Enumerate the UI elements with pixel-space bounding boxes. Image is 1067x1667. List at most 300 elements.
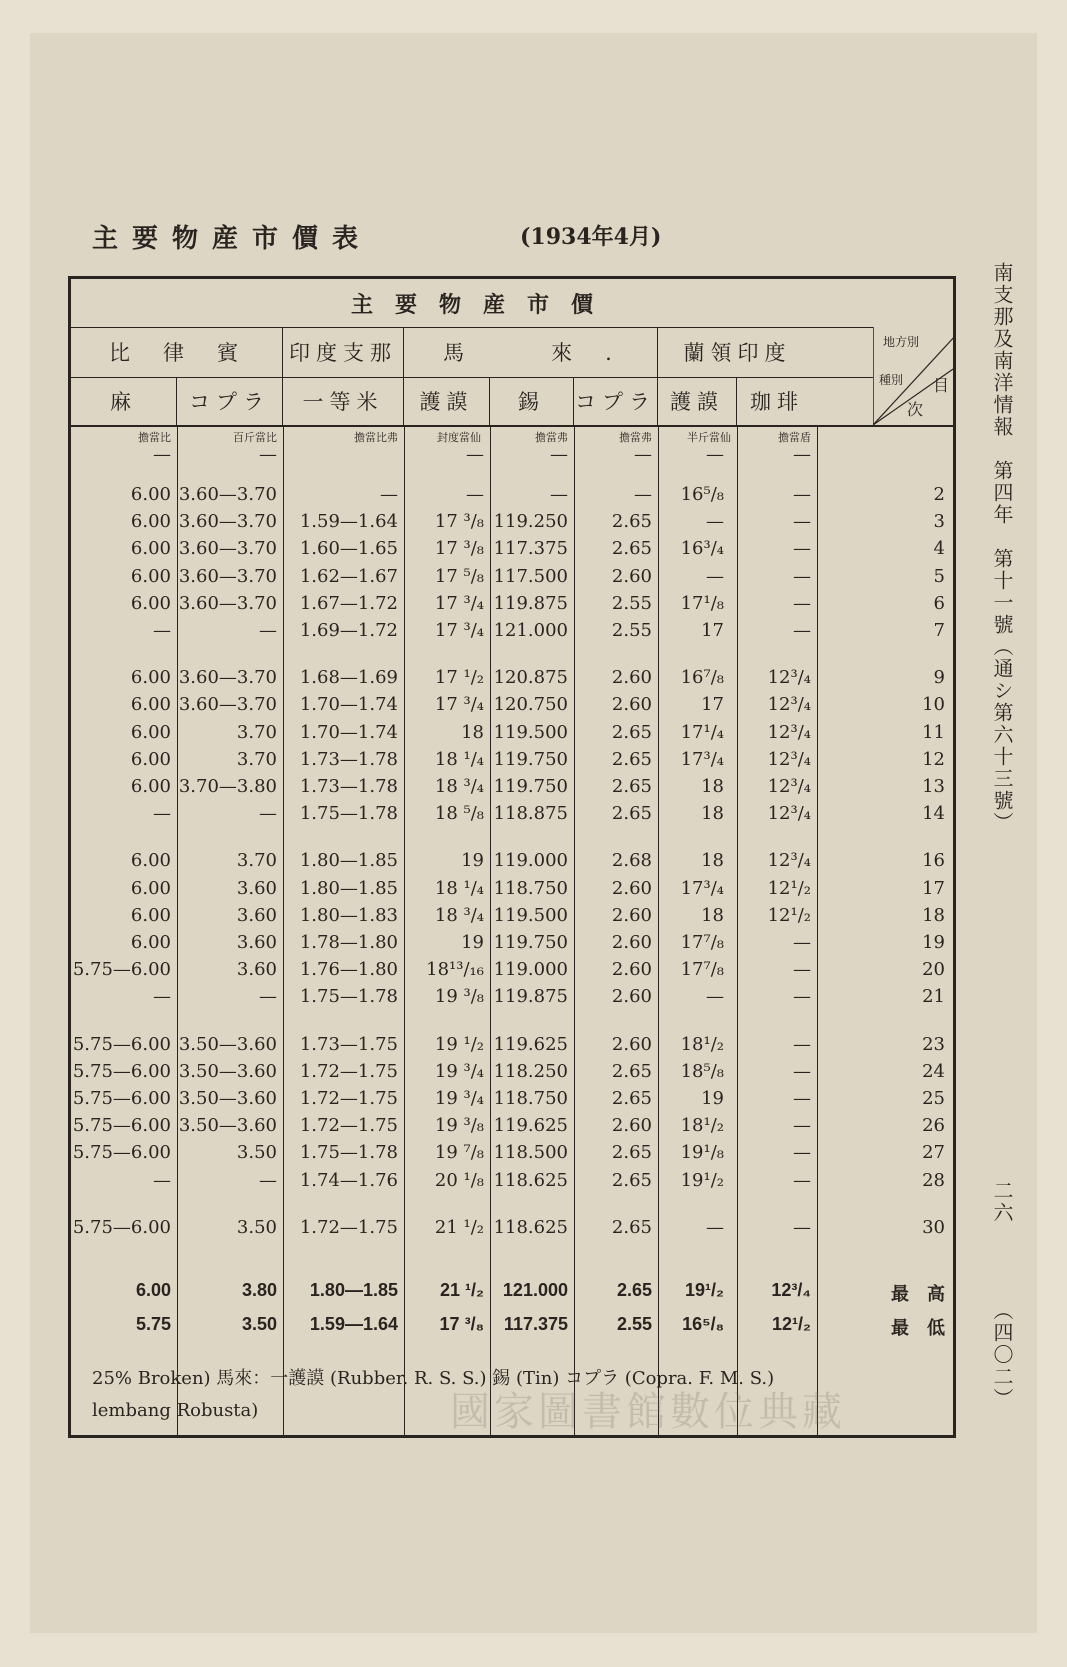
day-number: 27: [922, 1142, 945, 1164]
table-cell: 1.75—1.78: [299, 986, 398, 1008]
table-cell: 17 ¹/₂: [434, 667, 484, 689]
table-row: [71, 1061, 956, 1088]
day-number: 21: [922, 986, 945, 1008]
table-cell: 2.65: [611, 748, 652, 770]
table-cell: 19¹/₂: [684, 1280, 724, 1300]
table-cell: 2.60: [611, 1115, 652, 1137]
region-philippines: 比 律 賓: [71, 327, 283, 377]
table-cell: 119.750: [493, 932, 568, 953]
table-cell: 6.00: [130, 667, 171, 689]
table-cell: 117.375: [493, 538, 568, 560]
table-row: [71, 905, 956, 932]
day-number: 12: [922, 748, 945, 770]
table-cell: 12³/₄: [767, 721, 811, 743]
table-cell: 1.78—1.80: [299, 932, 398, 953]
table-cell: 16⁵/₈: [682, 1314, 724, 1334]
table-cell: 3.60—3.70: [178, 667, 277, 689]
table-cell: 21 ¹/₂: [439, 1280, 484, 1300]
day-number: 18: [922, 904, 945, 926]
table-row: [71, 722, 956, 749]
table-cell: 3.60: [236, 959, 277, 981]
table-row: [71, 803, 956, 830]
table-cell: 1.72—1.75: [299, 1115, 398, 1137]
table-cell: 119.250: [493, 511, 568, 533]
table-cell: 6.00: [130, 904, 171, 926]
table-cell: —: [793, 444, 811, 465]
table-row: [71, 620, 956, 647]
table-cell: 2.65: [616, 1280, 652, 1300]
table-cell: 2.65: [611, 511, 652, 533]
table-cell: 118.625: [493, 1216, 568, 1238]
table-cell: 20 ¹/₈: [434, 1169, 484, 1191]
table-cell: —: [793, 565, 811, 587]
table-cell: 17 ³/₄: [434, 592, 484, 614]
table-cell: 118.250: [493, 1060, 568, 1082]
page-date: (1934年4月): [520, 224, 662, 250]
table-cell: 3.50: [236, 1142, 277, 1164]
table-cell: —: [706, 565, 724, 587]
table-cell: 19: [701, 1088, 724, 1109]
table-cell: 19 ¹/₂: [434, 1033, 484, 1055]
table-cell: 119.500: [493, 904, 568, 926]
table-cell: 1.72—1.75: [299, 1088, 398, 1109]
unit-label: 封度當仙: [437, 431, 481, 444]
table-cell: 119.000: [493, 850, 568, 872]
region-header-row: [71, 327, 873, 378]
item-rice: 一等米: [283, 377, 404, 425]
day-number: 26: [922, 1115, 945, 1137]
table-row: [71, 1115, 956, 1142]
table-cell: 1.70—1.74: [299, 721, 398, 743]
table-cell: 3.60—3.70: [178, 565, 277, 587]
table-cell: —: [259, 803, 277, 825]
day-number: 2: [933, 484, 945, 505]
table-cell: 118.750: [493, 1088, 568, 1109]
table-title: 主 要 物 産 市 價: [71, 279, 873, 328]
table-cell: —: [706, 986, 724, 1008]
table-cell: 17 ³/₄: [434, 620, 484, 641]
item-header-row: [71, 377, 873, 427]
library-watermark: 國家圖書館數位典藏: [450, 1389, 846, 1435]
table-cell: 17³/₄: [680, 877, 724, 899]
table-cell: 3.70: [236, 748, 277, 770]
table-cell: 17³/₄: [680, 748, 724, 770]
table-cell: 1.80—1.85: [309, 1280, 398, 1300]
table-row: [71, 593, 956, 620]
table-cell: 2.60: [611, 1033, 652, 1055]
table-cell: 6.00: [135, 1280, 171, 1300]
table-cell: —: [793, 538, 811, 560]
table-cell: 3.50—3.60: [178, 1088, 277, 1109]
table-cell: 12¹/₂: [767, 904, 811, 926]
table-cell: 12³/₄: [771, 1280, 811, 1300]
table-cell: —: [634, 484, 652, 505]
table-cell: 18 ¹/₄: [434, 748, 484, 770]
table-cell: 1.80—1.83: [299, 904, 398, 926]
table-cell: 21 ¹/₂: [434, 1216, 484, 1238]
table-cell: —: [793, 511, 811, 533]
table-cell: —: [153, 803, 171, 825]
table-cell: 3.60: [236, 932, 277, 953]
table-row: [71, 484, 956, 511]
table-cell: —: [793, 1142, 811, 1164]
unit-label: 百斤當比: [233, 431, 277, 444]
table-cell: 1.80—1.85: [299, 877, 398, 899]
table-cell: 6.00: [130, 592, 171, 614]
table-row: [71, 1034, 956, 1061]
table-cell: 12¹/₂: [771, 1314, 811, 1334]
table-cell: 19 ³/₈: [434, 986, 484, 1008]
item-tin: 錫: [490, 377, 574, 425]
table-cell: —: [793, 620, 811, 641]
table-cell: 2.65: [611, 1169, 652, 1191]
table-cell: 118.750: [493, 877, 568, 899]
table-cell: 119.000: [493, 959, 568, 981]
day-number: 10: [922, 694, 945, 716]
table-cell: 18: [701, 850, 724, 872]
table-cell: 17 ³/₈: [439, 1314, 484, 1334]
table-cell: —: [153, 444, 171, 465]
table-cell: 6.00: [130, 484, 171, 505]
table-cell: 18¹/₂: [680, 1033, 724, 1055]
table-cell: —: [259, 1169, 277, 1191]
table-cell: 2.65: [611, 803, 652, 825]
table-cell: 119.750: [493, 748, 568, 770]
footnote-line-1: 25% Broken) 馬來：一護謨 (Rubber. R. S. S.) 錫 (Tin) コプラ (Copra. F. M. S.): [92, 1368, 775, 1389]
table-row: [71, 566, 956, 593]
table-cell: 1.70—1.74: [299, 694, 398, 716]
table-cell: 6.00: [130, 721, 171, 743]
day-number: 13: [922, 776, 945, 797]
table-cell: —: [793, 959, 811, 981]
table-cell: 2.60: [611, 932, 652, 953]
page-number-overall: （四〇二）: [990, 1300, 1014, 1410]
summary-label: 最 高: [891, 1284, 945, 1304]
summary-row: [71, 1314, 956, 1341]
table-cell: 18 ³/₄: [434, 776, 484, 797]
table-cell: 6.00: [130, 538, 171, 560]
corner-region-label: 地方別: [883, 335, 920, 349]
table-cell: 12¹/₂: [767, 877, 811, 899]
table-cell: 1.75—1.78: [299, 1142, 398, 1164]
item-coffee: 珈琲: [750, 390, 804, 414]
table-cell: 5.75—6.00: [72, 1060, 171, 1082]
table-cell: —: [380, 484, 398, 505]
table-row: [71, 986, 956, 1013]
table-cell: 119.625: [493, 1033, 568, 1055]
table-cell: 119.875: [493, 986, 568, 1008]
table-cell: 6.00: [130, 877, 171, 899]
table-cell: 5.75—6.00: [72, 1088, 171, 1109]
table-cell: 12³/₄: [767, 850, 811, 872]
table-row: [71, 959, 956, 986]
table-cell: 1.60—1.65: [299, 538, 398, 560]
table-cell: 1.73—1.75: [299, 1033, 398, 1055]
table-cell: 18¹³/₁₆: [426, 959, 484, 981]
unit-label: 擔當比: [138, 431, 171, 444]
table-cell: 17 ³/₈: [434, 511, 484, 533]
table-cell: 2.65: [611, 1142, 652, 1164]
table-cell: 17 ⁵/₈: [434, 565, 484, 587]
day-number: 19: [922, 932, 945, 953]
table-row: [71, 694, 956, 721]
table-cell: 1.76—1.80: [299, 959, 398, 981]
table-cell: 3.70: [236, 850, 277, 872]
table-cell: 16³/₄: [680, 538, 724, 560]
table-cell: —: [793, 932, 811, 953]
price-table: [68, 276, 956, 1438]
table-cell: 2.65: [611, 1088, 652, 1109]
table-cell: 2.60: [611, 904, 652, 926]
table-row: [71, 878, 956, 905]
table-cell: 117.500: [493, 565, 568, 587]
table-cell: 18: [701, 904, 724, 926]
corner-kind-label: 種別: [879, 373, 904, 387]
table-cell: 2.60: [611, 694, 652, 716]
table-cell: —: [793, 1088, 811, 1109]
table-cell: 3.60—3.70: [178, 484, 277, 505]
table-cell: 1.68—1.69: [299, 667, 398, 689]
table-cell: 2.55: [611, 592, 652, 614]
item-hemp: 麻: [71, 377, 177, 425]
table-row: [71, 776, 956, 803]
table-cell: 18¹/₂: [680, 1115, 724, 1137]
table-cell: 118.500: [493, 1142, 568, 1164]
table-cell: 2.65: [611, 776, 652, 797]
table-cell: —: [793, 484, 811, 505]
table-cell: 117.375: [503, 1314, 568, 1334]
table-cell: —: [550, 444, 568, 465]
table-cell: 3.70—3.80: [178, 776, 277, 797]
table-cell: 19 ³/₄: [434, 1060, 484, 1082]
table-cell: 120.750: [493, 694, 568, 716]
table-cell: 17: [701, 620, 724, 641]
table-cell: 16⁷/₈: [680, 667, 724, 689]
unit-label: 擔當弗: [535, 431, 568, 444]
table-cell: 6.00: [130, 511, 171, 533]
day-number: 25: [922, 1088, 945, 1109]
table-cell: 5.75—6.00: [72, 959, 171, 981]
table-cell: 1.69—1.72: [299, 620, 398, 641]
table-cell: 3.80: [241, 1280, 277, 1300]
table-cell: —: [153, 1169, 171, 1191]
table-cell: 1.80—1.85: [299, 850, 398, 872]
table-cell: 1.74—1.76: [299, 1169, 398, 1191]
table-cell: 6.00: [130, 748, 171, 770]
table-row: [71, 749, 956, 776]
summary-label: 最 低: [891, 1318, 945, 1338]
table-cell: —: [466, 444, 484, 465]
table-cell: 1.73—1.78: [299, 748, 398, 770]
day-number: 20: [922, 959, 945, 981]
table-cell: 5.75—6.00: [72, 1115, 171, 1137]
table-cell: 2.60: [611, 877, 652, 899]
header-corner: [873, 327, 956, 427]
table-cell: 3.50—3.60: [178, 1115, 277, 1137]
day-number: 4: [933, 538, 945, 560]
table-cell: 18: [701, 803, 724, 825]
table-cell: 1.72—1.75: [299, 1060, 398, 1082]
table-cell: 6.00: [130, 694, 171, 716]
table-cell: —: [153, 620, 171, 641]
table-cell: 18⁵/₈: [680, 1060, 724, 1082]
table-cell: 1.75—1.78: [299, 803, 398, 825]
table-cell: 19 ³/₄: [434, 1088, 484, 1109]
day-number: 7: [933, 620, 945, 641]
table-cell: 1.59—1.64: [309, 1314, 398, 1334]
table-cell: 17¹/₈: [680, 592, 724, 614]
table-cell: —: [706, 444, 724, 465]
summary-row: [71, 1280, 956, 1307]
table-cell: 2.55: [616, 1314, 652, 1334]
table-cell: 12³/₄: [767, 776, 811, 797]
unit-label: 擔當弗: [619, 431, 652, 444]
region-dutch-indies: 蘭領印度: [683, 341, 792, 365]
page-number: 二六: [990, 1180, 1014, 1224]
region-malaya: 馬 來 .: [404, 327, 658, 377]
table-cell: 6.00: [130, 932, 171, 953]
table-cell: —: [259, 444, 277, 465]
day-number: 11: [922, 721, 945, 743]
table-cell: —: [153, 986, 171, 1008]
table-cell: 2.65: [611, 538, 652, 560]
page-title: 主要物産市價表: [92, 224, 373, 254]
item-copra-ph: コプラ: [177, 377, 283, 425]
table-cell: 1.73—1.78: [299, 776, 398, 797]
table-cell: 3.60—3.70: [178, 511, 277, 533]
table-cell: 121.000: [493, 620, 568, 641]
table-cell: 16⁵/₈: [680, 484, 724, 505]
table-cell: 18: [701, 776, 724, 797]
table-cell: 17⁷/₈: [680, 932, 724, 953]
table-cell: 17: [701, 694, 724, 716]
region-indochina: 印度支那: [283, 327, 404, 377]
table-cell: 3.60—3.70: [178, 694, 277, 716]
table-cell: 3.50—3.60: [178, 1033, 277, 1055]
day-number: 24: [922, 1060, 945, 1082]
corner-day-label: 次: [907, 400, 924, 419]
table-cell: 6.00: [130, 850, 171, 872]
item-rubber-ne: 護謨: [658, 377, 737, 425]
table-cell: 19: [461, 850, 484, 872]
table-cell: 12³/₄: [767, 803, 811, 825]
table-cell: 2.60: [611, 959, 652, 981]
table-row: [71, 850, 956, 877]
table-cell: —: [706, 511, 724, 533]
table-cell: 119.750: [493, 776, 568, 797]
table-cell: 12³/₄: [767, 748, 811, 770]
table-cell: 119.500: [493, 721, 568, 743]
item-copra-ma: コプラ: [574, 377, 658, 425]
table-row: [71, 511, 956, 538]
day-number: 6: [933, 592, 945, 614]
table-cell: 1.72—1.75: [299, 1216, 398, 1238]
table-cell: 3.50—3.60: [178, 1060, 277, 1082]
issue-number: 第四年 第十一號（通シ第六十三號）: [990, 460, 1014, 834]
day-number: 3: [933, 511, 945, 533]
table-cell: —: [793, 1115, 811, 1137]
table-cell: 3.60—3.70: [178, 592, 277, 614]
journal-name: 南支那及南洋情報: [990, 262, 1014, 438]
table-cell: 5.75: [135, 1314, 171, 1334]
table-cell: 2.60: [611, 667, 652, 689]
table-cell: —: [793, 592, 811, 614]
day-number: 9: [933, 667, 945, 689]
table-cell: 19¹/₈: [680, 1142, 724, 1164]
day-number: 17: [922, 877, 945, 899]
table-cell: 2.60: [611, 565, 652, 587]
corner-item-label: 目: [933, 376, 950, 395]
table-row: [71, 932, 956, 959]
table-cell: —: [793, 986, 811, 1008]
table-cell: 119.625: [493, 1115, 568, 1137]
day-number: 5: [933, 565, 945, 587]
table-cell: 120.875: [493, 667, 568, 689]
table-row: [71, 444, 956, 471]
table-cell: 19 ⁷/₈: [434, 1142, 484, 1164]
table-cell: 17 ³/₈: [434, 538, 484, 560]
table-cell: —: [793, 1033, 811, 1055]
table-cell: 19 ³/₈: [434, 1115, 484, 1137]
table-cell: —: [793, 1216, 811, 1238]
table-cell: 5.75—6.00: [72, 1033, 171, 1055]
unit-label: 擔當比弗: [354, 431, 398, 444]
table-cell: 5.75—6.00: [72, 1142, 171, 1164]
table-row: [71, 1142, 956, 1169]
table-cell: 2.65: [611, 1216, 652, 1238]
table-cell: 2.65: [611, 721, 652, 743]
table-cell: 2.68: [611, 850, 652, 872]
unit-label: 半斤當仙: [687, 431, 731, 444]
table-cell: 3.50: [236, 1216, 277, 1238]
table-cell: 5.75—6.00: [72, 1216, 171, 1238]
table-cell: 119.875: [493, 592, 568, 614]
table-cell: 17 ³/₄: [434, 694, 484, 716]
table-cell: 2.55: [611, 620, 652, 641]
day-number: 14: [922, 803, 945, 825]
table-cell: —: [550, 484, 568, 505]
table-cell: —: [793, 1169, 811, 1191]
table-cell: 18: [461, 721, 484, 743]
table-row: [71, 1217, 956, 1244]
table-cell: 2.65: [611, 1060, 652, 1082]
table-cell: 2.60: [611, 986, 652, 1008]
table-row: [71, 1088, 956, 1115]
table-cell: 1.62—1.67: [299, 565, 398, 587]
table-cell: 6.00: [130, 565, 171, 587]
table-cell: 18 ¹/₄: [434, 877, 484, 899]
table-cell: 118.875: [493, 803, 568, 825]
table-cell: 3.70: [236, 721, 277, 743]
table-cell: —: [466, 484, 484, 505]
day-number: 28: [922, 1169, 945, 1191]
table-cell: 17⁷/₈: [680, 959, 724, 981]
footnote-line-2: lembang Robusta): [92, 1400, 259, 1421]
table-cell: 121.000: [502, 1280, 568, 1300]
table-cell: 3.50: [241, 1314, 277, 1334]
table-cell: 6.00: [130, 776, 171, 797]
day-number: 30: [922, 1216, 945, 1238]
unit-label: 擔當盾: [778, 431, 811, 444]
table-cell: 18 ³/₄: [434, 904, 484, 926]
table-cell: 18 ⁵/₈: [434, 803, 484, 825]
table-cell: 118.625: [493, 1169, 568, 1191]
table-cell: —: [634, 444, 652, 465]
day-number: 16: [922, 850, 945, 872]
table-cell: —: [793, 1060, 811, 1082]
table-row: [71, 538, 956, 565]
table-cell: 3.60: [236, 904, 277, 926]
